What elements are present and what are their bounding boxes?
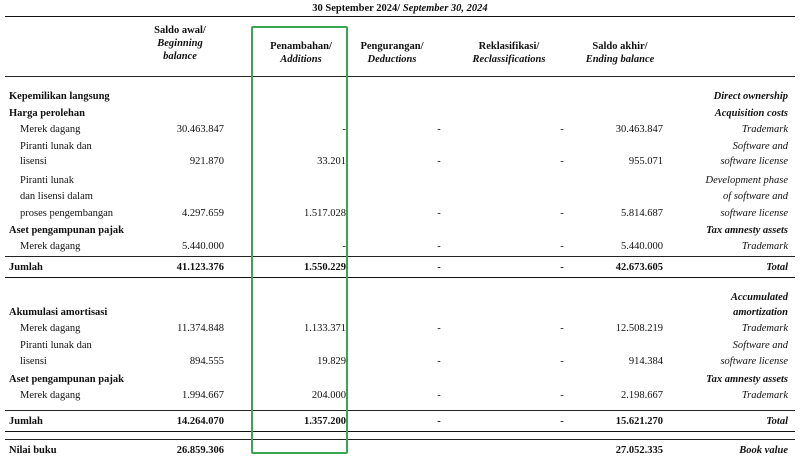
row-label-en: Trademark [741, 241, 788, 252]
column-header-3 [332, 40, 452, 66]
row-label-en: Direct ownership [713, 91, 788, 102]
cell-value: - [560, 323, 564, 334]
row-label-en: amortization [733, 307, 788, 318]
row-label-id: lisensi [20, 156, 47, 167]
cell-value: 5.814.687 [621, 208, 663, 219]
row-label-id: dan lisensi dalam [20, 191, 93, 202]
cell-value: 955.071 [628, 156, 663, 167]
column-header-line: Penambahan/ [270, 41, 332, 52]
additions-column-highlight [251, 26, 348, 454]
row-label-en: software license [720, 156, 788, 167]
period-id: 30 September 2024/ [312, 3, 401, 14]
column-header-5 [560, 40, 680, 66]
row-label-id: Piranti lunak [20, 175, 74, 186]
cell-value: 26.859.306 [176, 445, 224, 456]
row-label-id: lisensi [20, 356, 47, 367]
row-label-en: Trademark [741, 323, 788, 334]
header-bottom-rule [5, 76, 795, 77]
header-top-rule [5, 16, 795, 17]
row-label-id: Aset pengampunan pajak [9, 374, 124, 385]
cell-value: - [342, 124, 346, 135]
row-label-id: Harga perolehan [9, 108, 85, 119]
column-header-line: Deductions [367, 54, 417, 65]
column-header-line: Beginning [157, 38, 203, 49]
row-label-id: Akumulasi amortisasi [9, 307, 108, 318]
column-header-line: Saldo awal/ [154, 25, 206, 36]
cell-value: 30.463.847 [615, 124, 663, 135]
row-label-id: Merek dagang [20, 323, 81, 334]
cell-value: 19.829 [317, 356, 346, 367]
cell-value: - [560, 241, 564, 252]
cell-value: 204.000 [311, 390, 346, 401]
column-header-line: Saldo akhir/ [592, 41, 648, 52]
cell-value: 1.517.028 [304, 208, 346, 219]
row-label-en: Tax amnesty assets [706, 225, 788, 236]
column-header-4 [449, 40, 569, 66]
total-rule [5, 431, 795, 432]
cell-value: 4.297.659 [182, 208, 224, 219]
cell-value: - [560, 356, 564, 367]
cell-value: - [437, 262, 441, 273]
subtotal-rule [5, 256, 795, 257]
subtotal-rule [5, 439, 795, 440]
column-header-line: Reklasifikasi/ [478, 41, 540, 52]
cell-value: - [560, 416, 564, 427]
row-label-id: Aset pengampunan pajak [9, 225, 124, 236]
row-label-en: Tax amnesty assets [706, 374, 788, 385]
cell-value: 5.440.000 [621, 241, 663, 252]
row-label-en: of software and [723, 191, 788, 202]
row-label-id: Merek dagang [20, 124, 81, 135]
column-header-line: Reclassifications [472, 54, 546, 65]
column-header-line: Ending balance [585, 54, 655, 65]
period-header [0, 2, 800, 15]
row-label-en: Trademark [741, 390, 788, 401]
cell-value: 11.374.848 [177, 323, 224, 334]
row-label-id: Merek dagang [20, 390, 81, 401]
cell-value: 1.133.371 [304, 323, 346, 334]
column-header-1 [120, 24, 240, 63]
row-label-id: Piranti lunak dan [20, 340, 92, 351]
cell-value: - [437, 124, 441, 135]
cell-value: 41.123.376 [176, 262, 224, 273]
cell-value: 5.440.000 [182, 241, 224, 252]
cell-value: - [560, 156, 564, 167]
cell-value: - [560, 390, 564, 401]
cell-value: 2.198.667 [621, 390, 663, 401]
cell-value: - [560, 262, 564, 273]
cell-value: 12.508.219 [615, 323, 663, 334]
row-label-id: proses pengembangan [20, 208, 114, 219]
cell-value: 1.357.200 [304, 416, 346, 427]
cell-value: - [437, 208, 441, 219]
cell-value: - [342, 241, 346, 252]
row-label-en: Acquisition costs [714, 108, 788, 119]
row-label-en: Trademark [741, 124, 788, 135]
cell-value: 30.463.847 [176, 124, 224, 135]
cell-value: 27.052.335 [615, 445, 663, 456]
cell-value: - [560, 208, 564, 219]
row-label-en: Development phase [705, 175, 788, 186]
cell-value: - [437, 156, 441, 167]
cell-value: - [437, 356, 441, 367]
row-label-en: Software and [732, 340, 788, 351]
column-header-line: Additions [280, 54, 322, 65]
cell-value: 921.870 [189, 156, 224, 167]
cell-value: - [437, 390, 441, 401]
row-label-id: Nilai buku [9, 445, 57, 456]
total-rule [5, 277, 795, 278]
row-label-id: Merek dagang [20, 241, 81, 252]
row-label-id: Jumlah [9, 262, 43, 273]
column-header-line: Pengurangan/ [360, 41, 424, 52]
cell-value: - [437, 416, 441, 427]
cell-value: 894.555 [189, 356, 224, 367]
subtotal-rule [5, 410, 795, 411]
cell-value: - [437, 241, 441, 252]
row-label-en: software license [720, 356, 788, 367]
cell-value: 1.550.229 [304, 262, 346, 273]
cell-value: 14.264.070 [176, 416, 224, 427]
period-en: September 30, 2024 [400, 3, 488, 14]
cell-value: 1.994.667 [182, 390, 224, 401]
row-label-en: Total [766, 262, 788, 273]
row-label-en: Accumulated [730, 292, 788, 303]
cell-value: 15.621.270 [615, 416, 663, 427]
cell-value: - [560, 124, 564, 135]
cell-value: 33.201 [317, 156, 346, 167]
row-label-id: Piranti lunak dan [20, 141, 92, 152]
row-label-en: software license [720, 208, 788, 219]
cell-value: - [437, 323, 441, 334]
column-header-line: balance [163, 51, 197, 62]
row-label-en: Book value [739, 445, 788, 456]
row-label-id: Jumlah [9, 416, 43, 427]
cell-value: 914.384 [628, 356, 663, 367]
row-label-en: Total [766, 416, 788, 427]
row-label-id: Kepemilikan langsung [9, 91, 110, 102]
cell-value: 42.673.605 [615, 262, 663, 273]
row-label-en: Software and [732, 141, 788, 152]
